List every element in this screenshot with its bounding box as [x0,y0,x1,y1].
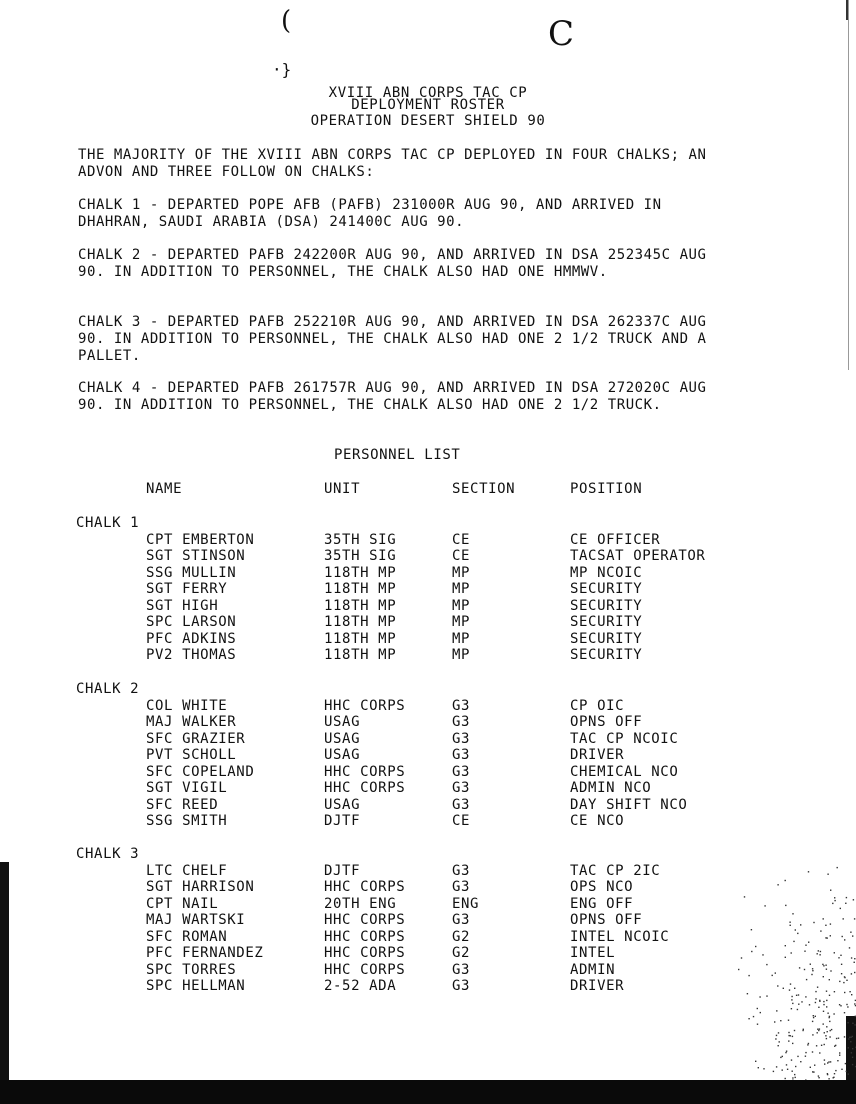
roster-position: TACSAT OPERATOR [570,548,706,565]
roster-section: G3 [452,730,471,747]
roster-name: PV2 THOMAS [146,647,237,664]
roster-unit: HHC CORPS [324,780,406,797]
roster-section: MP [452,647,471,664]
roster-section: CE [452,548,471,565]
roster-unit: 35TH SIG [324,548,397,565]
chalk-4-paragraph: CHALK 4 - DEPARTED PAFB 261757R AUG 90, AND ARRIVED IN DSA 272020C AUG 90. IN ADDITION TO PERSONNEL, THE CHALK ALSO HAD ONE 2 1/2 TRUCK. [78,380,707,413]
header-line-1: XVIII ABN CORPS TAC CP [328,85,528,101]
roster-section: G3 [452,763,471,780]
scan-mark: C [548,14,575,54]
roster-position: DAY SHIFT NCO [570,796,688,813]
roster-name: SFC GRAZIER [146,730,246,747]
roster-name: SSG MULLIN [146,564,237,581]
roster-position: SECURITY [570,581,643,598]
column-header-section: SECTION [452,481,516,497]
roster-unit: HHC CORPS [324,763,406,780]
roster-section: G2 [452,928,471,945]
roster-section: G3 [452,714,471,731]
roster-name: MAJ WALKER [146,714,237,731]
roster-section: MP [452,564,471,581]
chalk-1-paragraph: CHALK 1 - DEPARTED POPE AFB (PAFB) 231000R AUG 90, AND ARRIVED IN DHAHRAN, SAUDI ARABIA (DSA) 241400C AUG 90. [78,197,662,230]
roster-name: CPT EMBERTON [146,531,255,548]
roster-position: CE OFFICER [570,531,661,548]
roster-unit: HHC CORPS [324,879,406,896]
scan-noise [726,860,856,1080]
roster-position: ADMIN [570,961,616,978]
roster-position: DRIVER [570,747,625,764]
roster-position: SECURITY [570,597,643,614]
roster-unit: HHC CORPS [324,928,406,945]
roster-section: G3 [452,879,471,896]
roster-section: G3 [452,912,471,929]
roster-section: G3 [452,862,471,879]
scan-edge [0,862,9,1080]
roster-name: SSG SMITH [146,813,228,830]
roster-section: G3 [452,961,471,978]
chalk-group-label: CHALK 3 [76,846,140,862]
intro-paragraph: THE MAJORITY OF THE XVIII ABN CORPS TAC CP DEPLOYED IN FOUR CHALKS; AN ADVON AND THREE FOLLOW ON CHALKS: [78,147,707,180]
roster-section: G3 [452,780,471,797]
roster-name: PFC ADKINS [146,630,237,647]
roster-position: INTEL NCOIC [570,928,670,945]
header-line-3: OPERATION DESERT SHIELD 90 [310,113,546,129]
roster-name: SPC TORRES [146,961,237,978]
roster-unit: 118TH MP [324,597,397,614]
roster-unit: 118TH MP [324,630,397,647]
roster-unit: DJTF [324,862,361,879]
roster-position: CE NCO [570,813,625,830]
roster-name: COL WHITE [146,697,228,714]
roster-section: G3 [452,796,471,813]
roster-section: CE [452,531,471,548]
roster-name: SGT HARRISON [146,879,255,896]
scan-mark: ·} [272,60,292,79]
roster-name: SFC ROMAN [146,928,228,945]
roster-unit: 2-52 ADA [324,978,397,995]
roster-section: G3 [452,978,471,995]
roster-position: ENG OFF [570,895,634,912]
roster-name: PVT SCHOLL [146,747,237,764]
roster-position: ADMIN NCO [570,780,652,797]
roster-name: SGT FERRY [146,581,228,598]
roster-unit: 35TH SIG [324,531,397,548]
chalk-group-label: CHALK 2 [76,681,140,697]
scan-bottom-bar [0,1080,856,1104]
roster-name: SFC REED [146,796,219,813]
roster-section: G3 [452,747,471,764]
roster-position: INTEL [570,945,616,962]
chalk-2-paragraph: CHALK 2 - DEPARTED PAFB 242200R AUG 90, AND ARRIVED IN DSA 252345C AUG 90. IN ADDITION TO PERSONNEL, THE CHALK ALSO HAD ONE HMMWV. [78,247,707,280]
roster-unit: USAG [324,796,361,813]
roster-name: MAJ WARTSKI [146,912,246,929]
roster-unit: 118TH MP [324,564,397,581]
roster-name: PFC FERNANDEZ [146,945,264,962]
roster-unit: HHC CORPS [324,697,406,714]
roster-name: SPC HELLMAN [146,978,246,995]
roster-name: SGT VIGIL [146,780,228,797]
roster-name: CPT NAIL [146,895,219,912]
roster-position: SECURITY [570,647,643,664]
roster-section: MP [452,581,471,598]
roster-name: SGT STINSON [146,548,246,565]
roster-position: OPS NCO [570,879,634,896]
column-header-unit: UNIT [324,481,361,497]
column-header-position: POSITION [570,481,643,497]
roster-unit: DJTF [324,813,361,830]
roster-position: SECURITY [570,630,643,647]
chalk-group-label: CHALK 1 [76,515,140,531]
column-header-name: NAME [146,481,183,497]
roster-position: SECURITY [570,614,643,631]
roster-section: G2 [452,945,471,962]
roster-position: OPNS OFF [570,912,643,929]
roster-name: SPC LARSON [146,614,237,631]
roster-section: G3 [452,697,471,714]
roster-position: MP NCOIC [570,564,643,581]
roster-section: CE [452,813,471,830]
roster-section: MP [452,630,471,647]
roster-name: LTC CHELF [146,862,228,879]
roster-section: MP [452,614,471,631]
scan-mark: ( [281,6,292,36]
roster-name: SFC COPELAND [146,763,255,780]
roster-unit: USAG [324,730,361,747]
chalk-3-paragraph: CHALK 3 - DEPARTED PAFB 252210R AUG 90, AND ARRIVED IN DSA 262337C AUG 90. IN ADDITION TO PERSONNEL, THE CHALK ALSO HAD ONE 2 1/2 TRUCK AND A PALLET. [78,314,707,364]
roster-position: TAC CP NCOIC [570,730,679,747]
roster-unit: 20TH ENG [324,895,397,912]
roster-unit: HHC CORPS [324,961,406,978]
scan-edge [848,0,849,370]
roster-unit: HHC CORPS [324,912,406,929]
roster-position: DRIVER [570,978,625,995]
roster-unit: USAG [324,714,361,731]
roster-position: CP OIC [570,697,625,714]
roster-position: TAC CP 2IC [570,862,661,879]
roster-unit: HHC CORPS [324,945,406,962]
personnel-list-title: PERSONNEL LIST [334,447,461,463]
roster-section: ENG [452,895,480,912]
roster-position: CHEMICAL NCO [570,763,679,780]
roster-unit: 118TH MP [324,647,397,664]
roster-name: SGT HIGH [146,597,219,614]
roster-position: OPNS OFF [570,714,643,731]
roster-unit: USAG [324,747,361,764]
roster-unit: 118TH MP [324,614,397,631]
header-line-2: DEPLOYMENT ROSTER [351,97,505,113]
roster-unit: 118TH MP [324,581,397,598]
roster-section: MP [452,597,471,614]
